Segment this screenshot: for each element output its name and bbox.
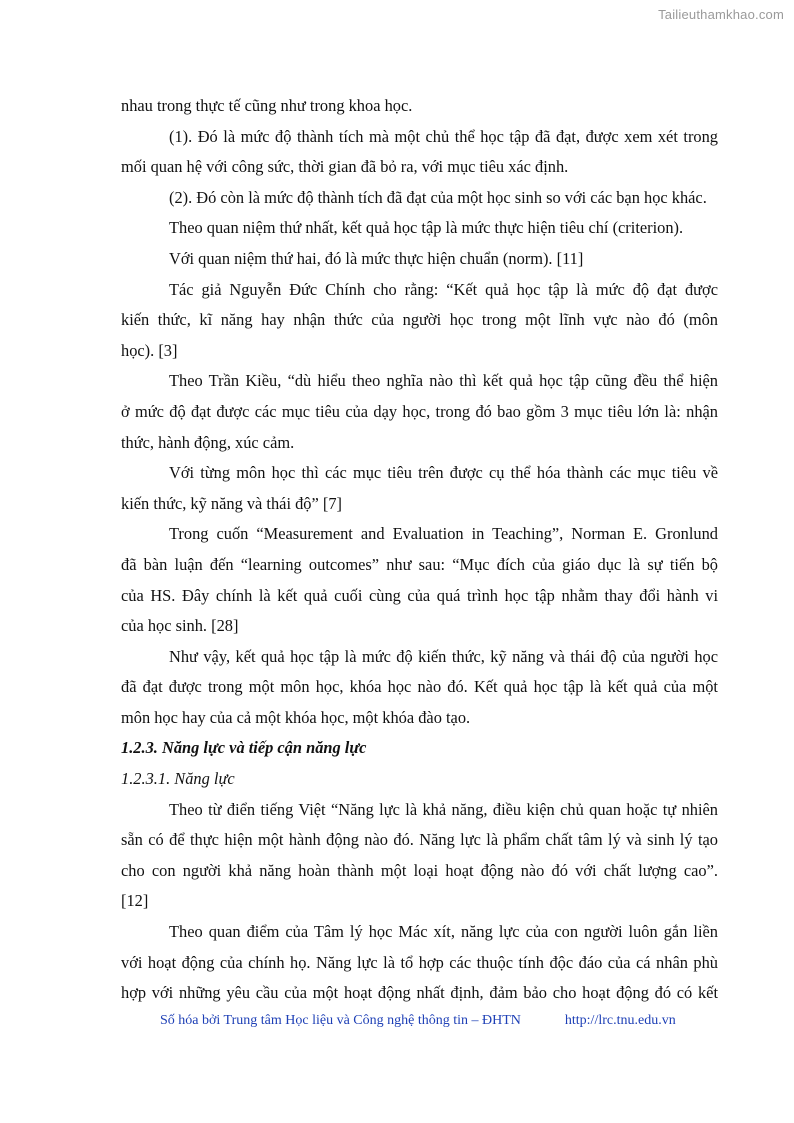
text-line: [12] xyxy=(121,891,149,911)
subsection-heading: 1.2.3.1. Năng lực xyxy=(121,769,235,789)
text-line: nhau trong thực tế cũng như trong khoa học. xyxy=(121,96,413,115)
page-footer xyxy=(160,1013,676,1029)
text-line: Theo từ điển tiếng Việt “Năng lực là khả năng, điều kiện chủ quan hoặc tự nhiên xyxy=(169,799,718,819)
text-line: ở mức độ đạt được các mục tiêu của dạy học, trong đó bao gồm 3 mục tiêu lớn là: nhận xyxy=(121,401,718,421)
text-line: Với từng môn học thì các mục tiêu trên được cụ thể hóa thành các mục tiêu về xyxy=(169,463,718,483)
text-line: Như vậy, kết quả học tập là mức độ kiến thức, kỹ năng và thái độ của người học xyxy=(169,646,718,666)
text-line: hợp với những yêu cầu của một hoạt động nhất định, đảm bảo cho hoạt động đó có kết xyxy=(121,983,718,1003)
text-line: thức, hành động, xúc cảm. xyxy=(121,432,295,452)
text-line: mối quan hệ với công sức, thời gian đã bỏ ra, với mục tiêu xác định. xyxy=(121,157,569,177)
text-line: Tác giả Nguyễn Đức Chính cho rằng: “Kết quả học tập là mức độ đạt được xyxy=(169,279,718,299)
text-line: Theo quan niệm thứ nhất, kết quả học tập là mức thực hiện tiêu chí (criterion). xyxy=(169,218,684,238)
text-line: của học sinh. [28] xyxy=(121,616,239,636)
text-line: đã đạt được trong một môn học, khóa học nào đó. Kết quả học tập là kết quả của một xyxy=(121,677,718,697)
text-line: cho con người khả năng hoàn thành một loại hoạt động nào đó với chất lượng cao”. xyxy=(121,860,718,880)
text-line: kiến thức, kĩ năng hay nhận thức của người học trong một lĩnh vực nào đó (môn xyxy=(121,310,718,330)
text-line: sẵn có để thực hiện một hành động nào đó. Năng lực là phẩm chất tâm lý và sinh lý tạo xyxy=(121,830,718,850)
text-line: đã bàn luận đến “learning outcomes” như sau: “Mục đích của giáo dục là sự tiến bộ xyxy=(121,554,718,574)
text-line: môn học hay của cả một khóa học, một khóa đào tạo. xyxy=(121,707,471,727)
text-line: Theo quan điểm của Tâm lý học Mác xít, năng lực của con người luôn gắn liền xyxy=(169,922,718,942)
text-line: (2). Đó còn là mức độ thành tích đã đạt của một học sinh so với các bạn học khác. xyxy=(169,187,707,207)
section-heading: 1.2.3. Năng lực và tiếp cận năng lực xyxy=(121,738,367,758)
text-line: với hoạt động của chính họ. Năng lực là tổ hợp các thuộc tính độc đáo của cá nhân phù xyxy=(121,952,718,972)
text-line: của HS. Đây chính là kết quả cuối cùng của quá trình học tập nhằm thay đổi hành vi xyxy=(121,585,718,605)
text-line: Theo Trần Kiều, “dù hiểu theo nghĩa nào thì kết quả học tập cũng đều thể hiện xyxy=(169,371,718,391)
footer-credit: Số hóa bởi Trung tâm Học liệu và Công nghệ thông tin – ĐHTN xyxy=(160,1013,521,1028)
footer-url-link[interactable]: http://lrc.tnu.edu.vn xyxy=(564,1013,676,1028)
text-line: (1). Đó là mức độ thành tích mà một chủ thể học tập đã đạt, được xem xét trong xyxy=(169,126,718,146)
watermark-text: Tailieuthamkhao.com xyxy=(658,7,784,22)
text-line: kiến thức, kỹ năng và thái độ” [7] xyxy=(121,493,342,513)
text-line: học). [3] xyxy=(121,340,178,360)
text-line: Trong cuốn “Measurement and Evaluation in Teaching”, Norman E. Gronlund xyxy=(169,524,718,544)
text-line: Với quan niệm thứ hai, đó là mức thực hiện chuẩn (norm). [11] xyxy=(169,248,584,268)
document-body xyxy=(121,91,718,1009)
